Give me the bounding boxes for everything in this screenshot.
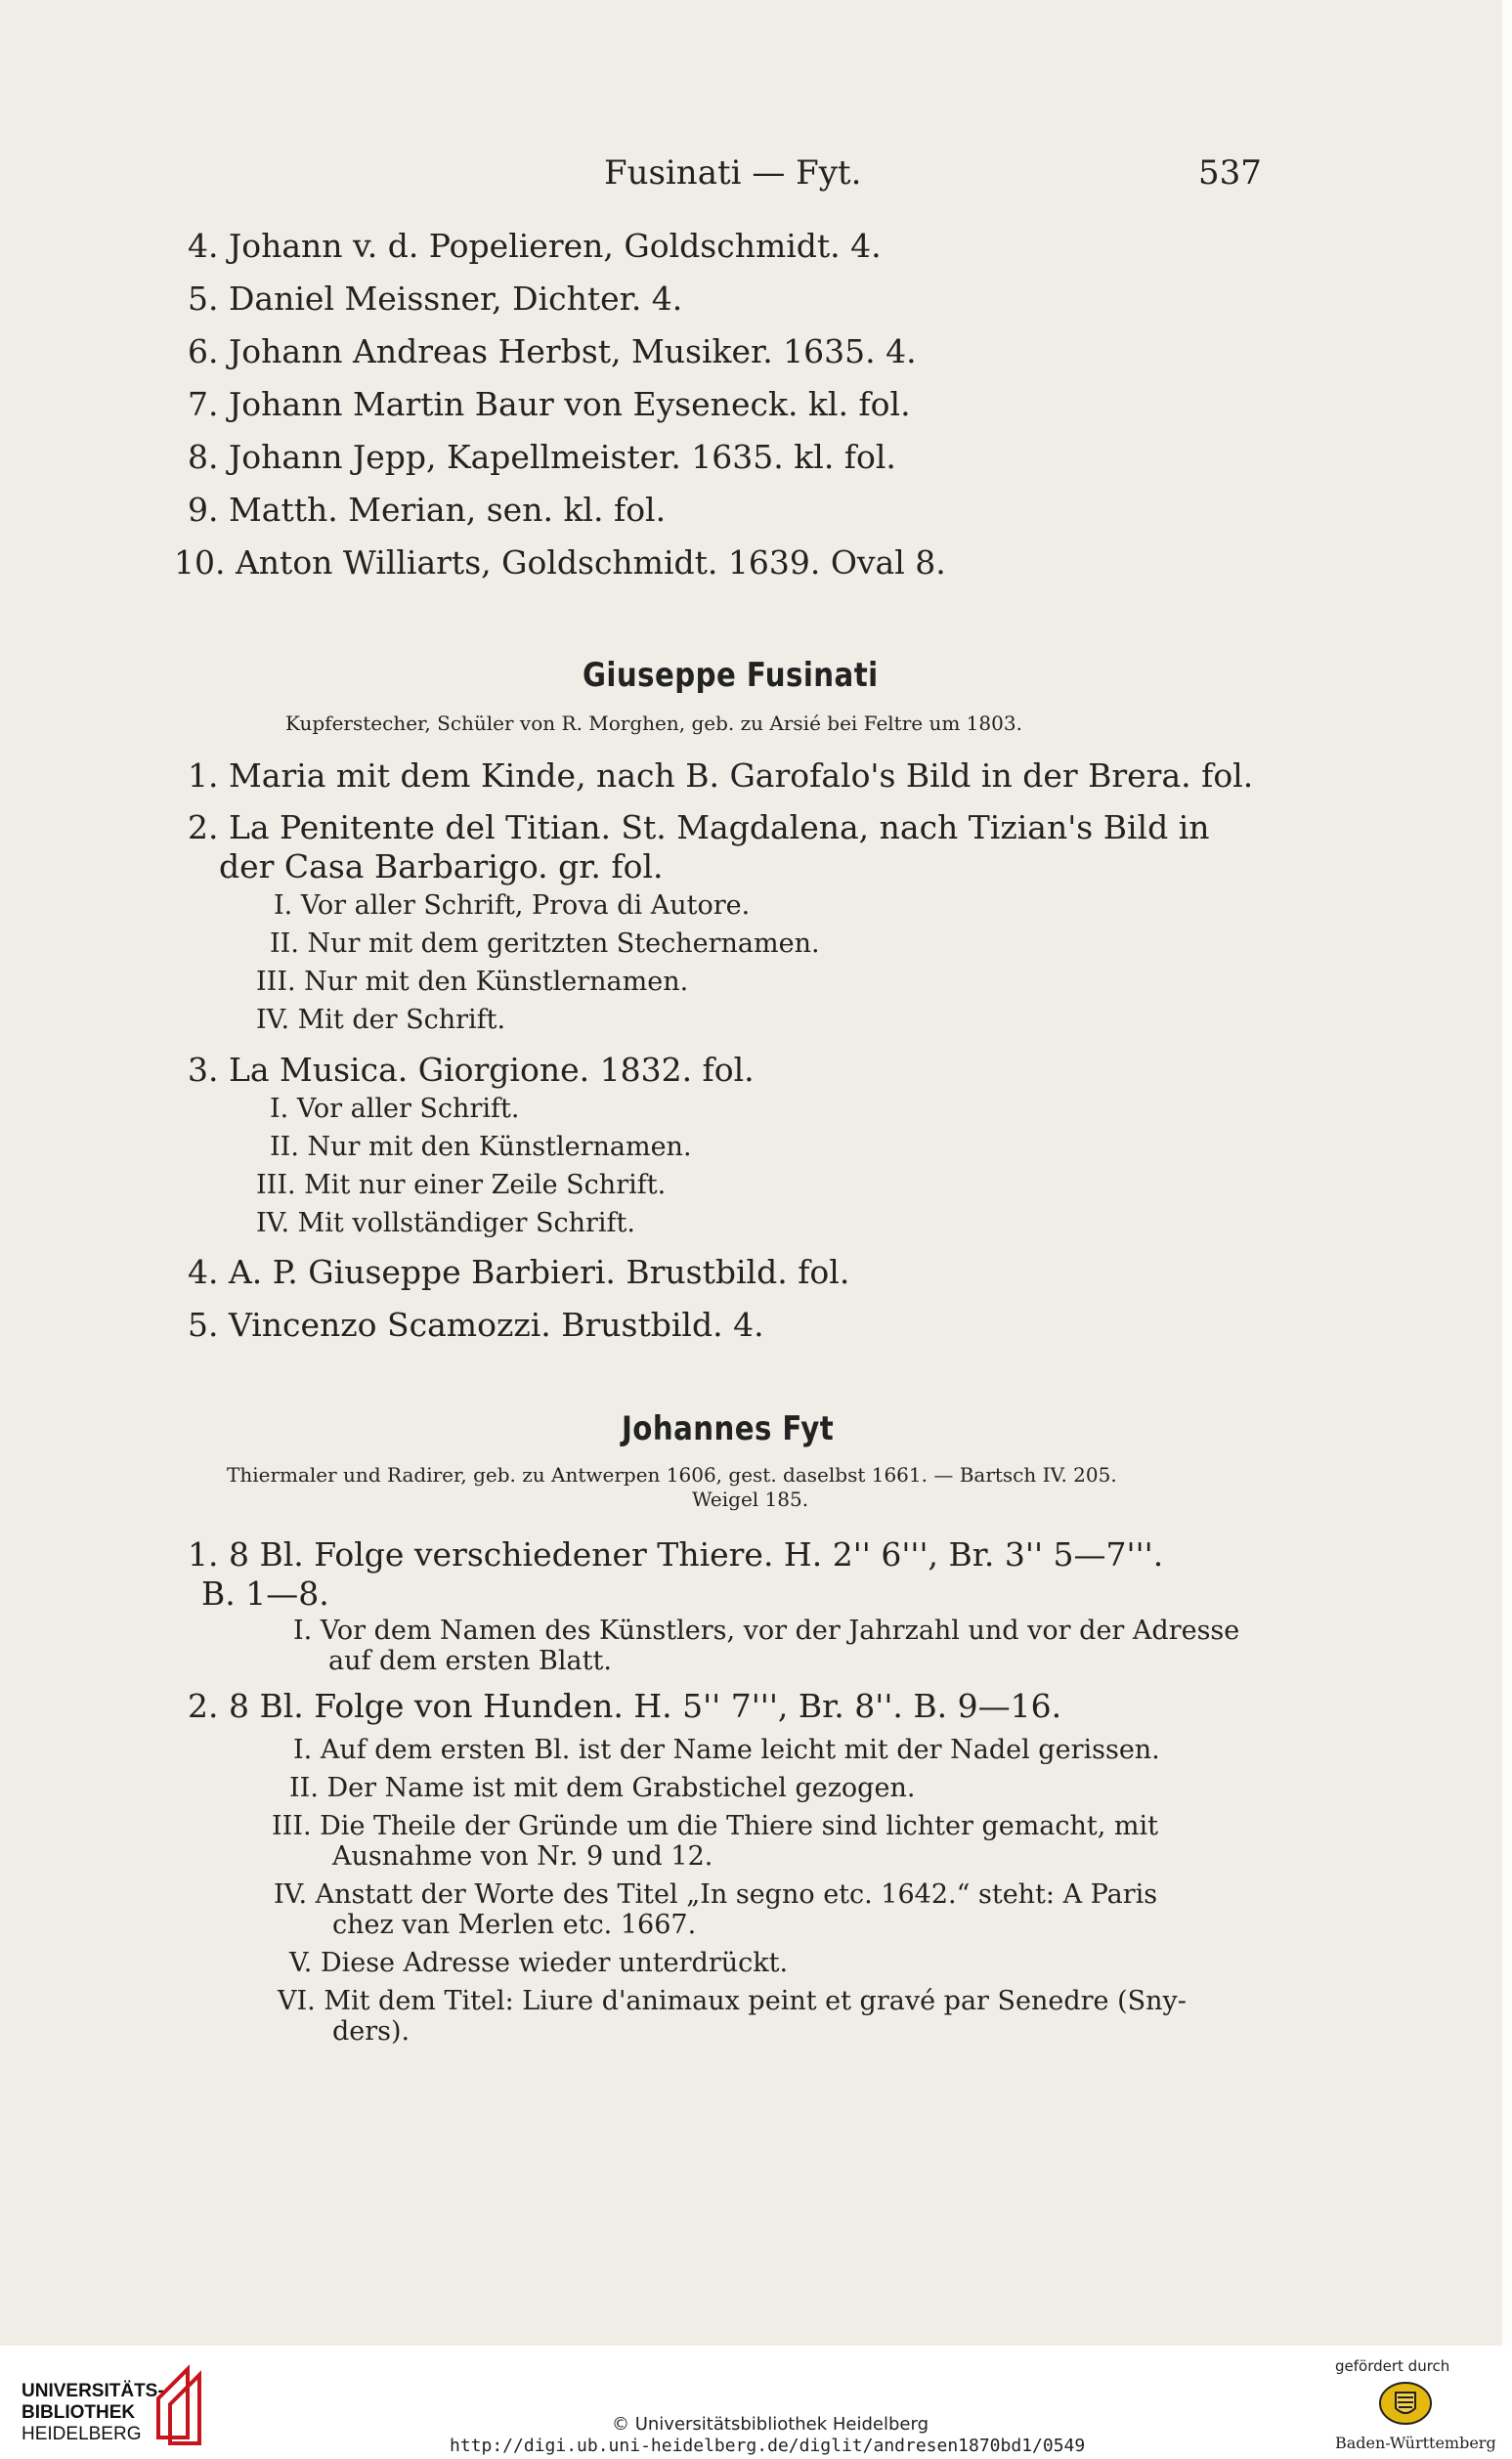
state-line-continued: auf dem ersten Blatt. — [328, 1646, 612, 1676]
section-heading-fusinati: Giuseppe Fusinati — [583, 656, 879, 695]
library-logo-icon — [149, 2359, 209, 2447]
page-number: 537 — [1198, 153, 1262, 193]
state-line-continued: ders). — [332, 2016, 410, 2047]
state-line: II. Nur mit den Künstlernamen. — [270, 1132, 692, 1162]
state-line-continued: Ausnahme von Nr. 9 und 12. — [332, 1841, 713, 1872]
permalink[interactable]: http://digi.ub.uni-heidelberg.de/diglit/andresen1870bd1/0549 — [450, 2436, 1086, 2456]
list-item: 7. Johann Martin Baur von Eyseneck. kl. fol. — [188, 385, 911, 423]
copyright-text: © Universitätsbibliothek Heidelberg — [612, 2414, 929, 2435]
catalogue-entry: 4. A. P. Giuseppe Barbieri. Brustbild. fol. — [188, 1253, 850, 1291]
catalogue-entry: 3. La Musica. Giorgione. 1832. fol. — [188, 1051, 755, 1089]
list-item: 9. Matth. Merian, sen. kl. fol. — [188, 491, 667, 529]
artist-bio: Kupferstecher, Schüler von R. Morghen, geb. zu Arsié bei Feltre um 1803. — [285, 712, 1022, 735]
catalogue-entry-continued: B. 1—8. — [201, 1575, 329, 1613]
state-line: I. Auf dem ersten Bl. ist der Name leicht mit der Nadel gerissen. — [293, 1735, 1160, 1765]
library-name-line1: UNIVERSITÄTS- — [22, 2381, 164, 2401]
state-line: IV. Anstatt der Worte des Titel „In segno etc. 1642.“ steht: A Paris — [274, 1879, 1158, 1910]
state-line: I. Vor dem Namen des Künstlers, vor der Jahrzahl und vor der Adresse — [293, 1616, 1240, 1646]
catalogue-entry: 2. 8 Bl. Folge von Hunden. H. 5'' 7''', Br. 8''. B. 9—16. — [188, 1687, 1062, 1725]
library-logo-text — [22, 2381, 164, 2445]
list-item: 10. Anton Williarts, Goldschmidt. 1639. Oval 8. — [174, 543, 946, 582]
artist-bio-continued: Weigel 185. — [692, 1488, 809, 1511]
state-line: III. Mit nur einer Zeile Schrift. — [256, 1170, 667, 1200]
state-line: III. Nur mit den Künstlernamen. — [256, 967, 689, 997]
state-line: II. Nur mit dem geritzten Stechernamen. — [270, 928, 820, 959]
list-item: 4. Johann v. d. Popelieren, Goldschmidt. 4. — [188, 227, 882, 265]
state-line: II. Der Name ist mit dem Grabstichel gezogen. — [289, 1773, 916, 1803]
catalogue-entry-continued: der Casa Barbarigo. gr. fol. — [219, 847, 664, 885]
sponsor-name: Baden-Württemberg — [1335, 2434, 1496, 2452]
catalogue-entry: 1. Maria mit dem Kinde, nach B. Garofalo's Bild in der Brera. fol. — [188, 756, 1254, 795]
catalogue-entry: 2. La Penitente del Titian. St. Magdalena, nach Tizian's Bild in — [188, 808, 1210, 846]
state-line: VI. Mit dem Titel: Liure d'animaux peint et gravé par Senedre (Sny- — [278, 1986, 1187, 2016]
catalogue-entry: 5. Vincenzo Scamozzi. Brustbild. 4. — [188, 1306, 764, 1344]
list-item: 5. Daniel Meissner, Dichter. 4. — [188, 280, 683, 318]
section-heading-fyt: Johannes Fyt — [622, 1409, 835, 1448]
page-edge — [1502, 0, 1512, 2346]
state-line: IV. Mit vollständiger Schrift. — [256, 1208, 635, 1238]
state-line: I. Vor aller Schrift. — [270, 1094, 520, 1124]
sponsor-label: gefördert durch — [1335, 2357, 1450, 2375]
state-coat-of-arms-icon — [1376, 2379, 1435, 2428]
library-name-line2: BIBLIOTHEK — [22, 2401, 136, 2423]
running-title: Fusinati — Fyt. — [604, 153, 862, 193]
library-name-line3: HEIDELBERG — [22, 2423, 142, 2444]
artist-bio: Thiermaler und Radirer, geb. zu Antwerpen 1606, gest. daselbst 1661. — Bartsch IV. 205. — [227, 1463, 1117, 1487]
state-line: IV. Mit der Schrift. — [256, 1005, 506, 1035]
state-line: I. Vor aller Schrift, Prova di Autore. — [274, 890, 751, 921]
catalogue-entry: 1. 8 Bl. Folge verschiedener Thiere. H. 2'' 6''', Br. 3'' 5—7'''. — [188, 1535, 1164, 1574]
state-line: III. Die Theile der Gründe um die Thiere sind lichter gemacht, mit — [272, 1811, 1159, 1841]
list-item: 8. Johann Jepp, Kapellmeister. 1635. kl. fol. — [188, 438, 896, 476]
state-line: V. Diese Adresse wieder unterdrückt. — [289, 1948, 789, 1978]
list-item: 6. Johann Andreas Herbst, Musiker. 1635. 4. — [188, 332, 917, 370]
footer-bar — [0, 2346, 1512, 2459]
state-line-continued: chez van Merlen etc. 1667. — [332, 1910, 697, 1940]
